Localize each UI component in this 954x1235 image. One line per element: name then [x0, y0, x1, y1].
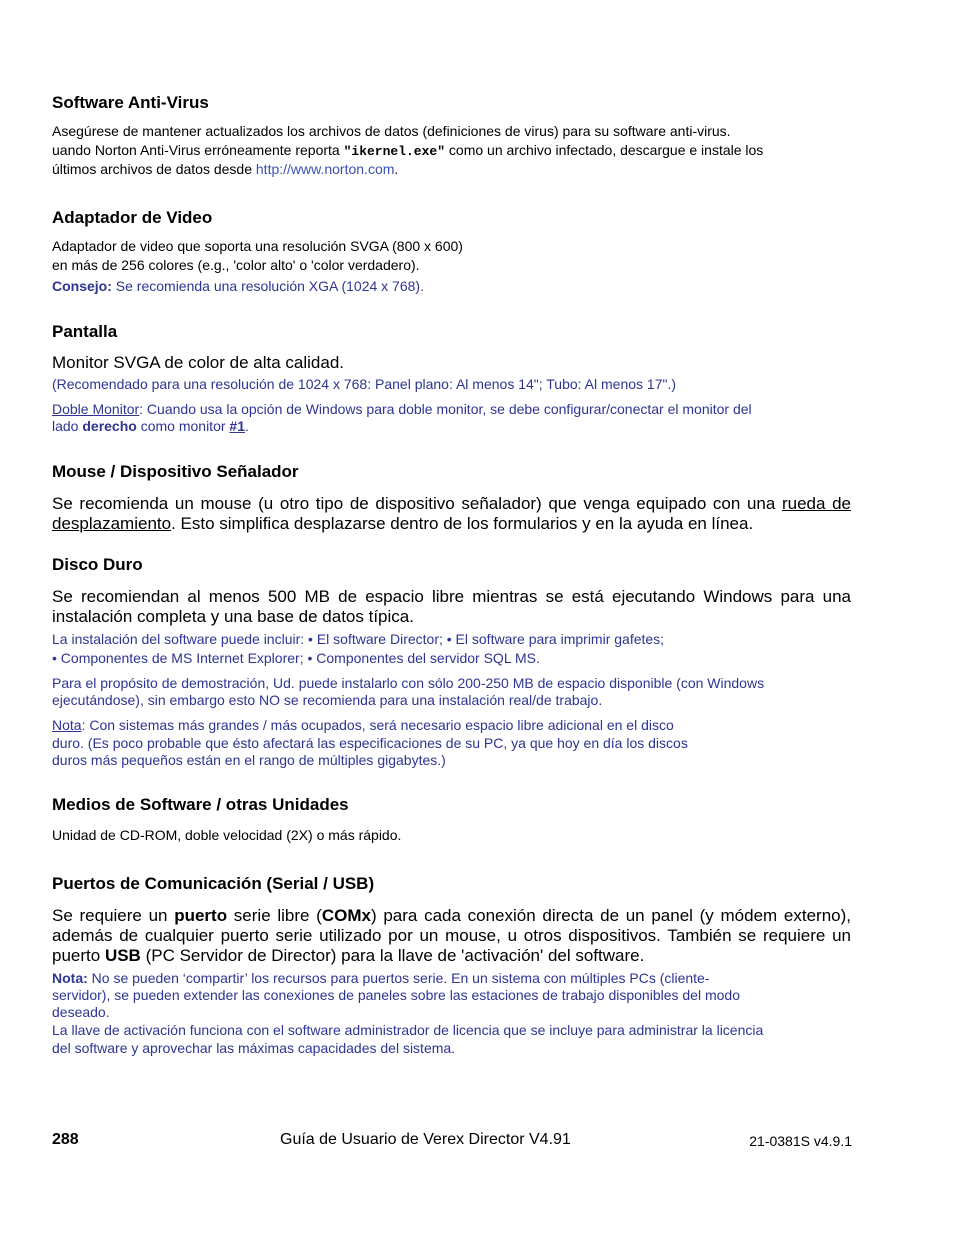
disk-note-line-1 — [52, 716, 674, 734]
section-title-media: Medios de Software / otras Unidades — [52, 795, 349, 814]
disk-demo-line-1: Para el propósito de demostración, Ud. puede instalarlo con sólo 200-250 MB de espacio disponible (con Windows — [52, 675, 765, 691]
include-ie: • Componentes de MS Internet Explorer; — [52, 650, 308, 666]
section-title-ports: Puertos de Comunicación (Serial / USB) — [52, 874, 375, 893]
section-title-disk: Disco Duro — [52, 555, 143, 574]
ports-note-label: Nota: — [52, 970, 88, 986]
ports-port-term: puerto — [174, 906, 228, 925]
antivirus-line-2-text: uando Norton Anti-Virus erróneamente reporta — [52, 142, 344, 158]
ports-text-1: Se requiere un — [52, 906, 175, 925]
disk-note-line-3: duros más pequeños están en el rango de múltiples gigabytes.) — [52, 752, 446, 768]
ports-key-line-1: La llave de activación funciona con el software administrador de licencia que se incluye para administrar la licencia — [52, 1022, 764, 1038]
section-title-mouse: Mouse / Dispositivo Señalador — [52, 462, 299, 481]
scroll-wheel-term: rueda de desplazamiento — [52, 494, 851, 533]
disk-paragraph: Se recomiendan al menos 500 MB de espacio libre mientras se está ejecutando Windows para una instalación completa y una base de datos típica. — [52, 587, 851, 626]
disk-note-line-2: duro. (Es poco probable que ésto afectará las especificaciones de su PC, ya que hoy en día los discos — [52, 735, 688, 751]
media-line-1: Unidad de CD-ROM, doble velocidad (2X) o más rápido. — [52, 827, 402, 843]
dual-monitor-text: : Cuando usa la opción de Windows para doble monitor, se debe configurar/conectar el monitor del — [139, 401, 752, 417]
video-tip — [52, 277, 424, 296]
disk-includes-label: La instalación del software puede incluir: — [52, 631, 309, 647]
mouse-text-1: Se recomienda un mouse (u otro tipo de dispositivo señalador) que venga equipado con una — [52, 494, 782, 513]
ports-note-text: No se pueden ‘compartir’ los recursos para puertos serie. En un sistema con múltiples PCs (cliente- — [87, 970, 710, 986]
antivirus-line-2 — [52, 141, 763, 161]
footer-title: Guía de Usuario de Verex Director V4.91 — [280, 1131, 571, 1148]
page-number: 288 — [52, 1131, 79, 1148]
ports-text-2: serie libre ( — [227, 906, 322, 925]
display-line-1: Monitor SVGA de color de alta calidad. — [52, 353, 344, 372]
mouse-text-2: . Esto simplifica desplazarse dentro de los formularios y en la ayuda en línea. — [171, 514, 754, 533]
ports-note-line-1 — [52, 969, 710, 987]
dual-monitor-tail: . — [245, 418, 249, 434]
display-line-2: (Recomendado para una resolución de 1024 x 768: Panel plano: Al menos 14"; Tubo: Al menos 17".) — [52, 376, 677, 392]
antivirus-line-2-tail: como un archivo infectado, descargue e instale los — [445, 142, 764, 158]
antivirus-line-3 — [52, 160, 398, 179]
disk-includes-line-2 — [52, 649, 540, 668]
monitor-number: #1 — [229, 418, 245, 434]
dual-monitor-text-2: lado — [52, 418, 83, 434]
ports-key-line-2: del software y aprovechar las máximas capacidades del sistema. — [52, 1040, 456, 1056]
ports-paragraph — [52, 906, 851, 966]
document-code: 21-0381S v4.9.1 — [749, 1133, 852, 1149]
dual-monitor-line-2 — [52, 417, 249, 436]
tip-text: Se recomienda una resolución XGA (1024 x 768). — [111, 278, 424, 294]
include-badge-software: • El software para imprimir gafetes; — [446, 631, 665, 647]
mouse-paragraph — [52, 494, 851, 534]
dual-monitor-right: derecho — [82, 418, 137, 434]
norton-link[interactable]: http://www.norton.com — [255, 161, 395, 177]
dual-monitor-label: Doble Monitor — [52, 401, 140, 417]
section-title-antivirus: Software Anti-Virus — [52, 93, 209, 112]
include-director: • El software Director; — [308, 631, 447, 647]
ports-comx-term: COMx — [321, 906, 371, 925]
dual-monitor-text-3: como monitor — [136, 418, 230, 434]
section-title-video: Adaptador de Video — [52, 208, 213, 227]
tip-label: Consejo: — [52, 278, 112, 294]
ports-text-3: ) para cada conexión directa de un panel (y módem externo), además de cualquier puerto serie utilizado por un mouse, u otros dispositivos. También se requiere un puerto — [52, 906, 851, 965]
ports-note-line-2: servidor), se pueden extender las conexiones de paneles sobre las estaciones de trabajo disponibles del modo — [52, 987, 740, 1003]
ports-note-line-3: deseado. — [52, 1004, 110, 1020]
video-line-2: en más de 256 colores (e.g., 'color alto' o 'color verdadero). — [52, 257, 420, 273]
video-line-1: Adaptador de video que soporta una resolución SVGA (800 x 600) — [52, 238, 463, 254]
disk-demo-line-2: ejecutándose), sin embargo esto NO se recomienda para una instalación real/de trabajo. — [52, 692, 603, 708]
disk-note-label: Nota — [52, 717, 82, 733]
ports-text-4: (PC Servidor de Director) para la llave de 'activación' del software. — [140, 946, 645, 965]
ports-usb-term: USB — [104, 946, 141, 965]
disk-note-text: : Con sistemas más grandes / más ocupados, será necesario espacio libre adicional en el disco — [81, 717, 674, 733]
antivirus-line-3-text: últimos archivos de datos desde — [52, 161, 256, 177]
antivirus-line-1: Asegúrese de mantener actualizados los archivos de datos (definiciones de virus) para su software anti-virus. — [52, 123, 731, 139]
antivirus-line-3-tail: . — [394, 161, 399, 177]
disk-includes-line-1 — [52, 630, 664, 649]
section-title-display: Pantalla — [52, 322, 118, 341]
ikernel-filename: "ikernel.exe" — [343, 144, 446, 159]
include-sql: • Componentes del servidor SQL MS. — [307, 650, 540, 666]
